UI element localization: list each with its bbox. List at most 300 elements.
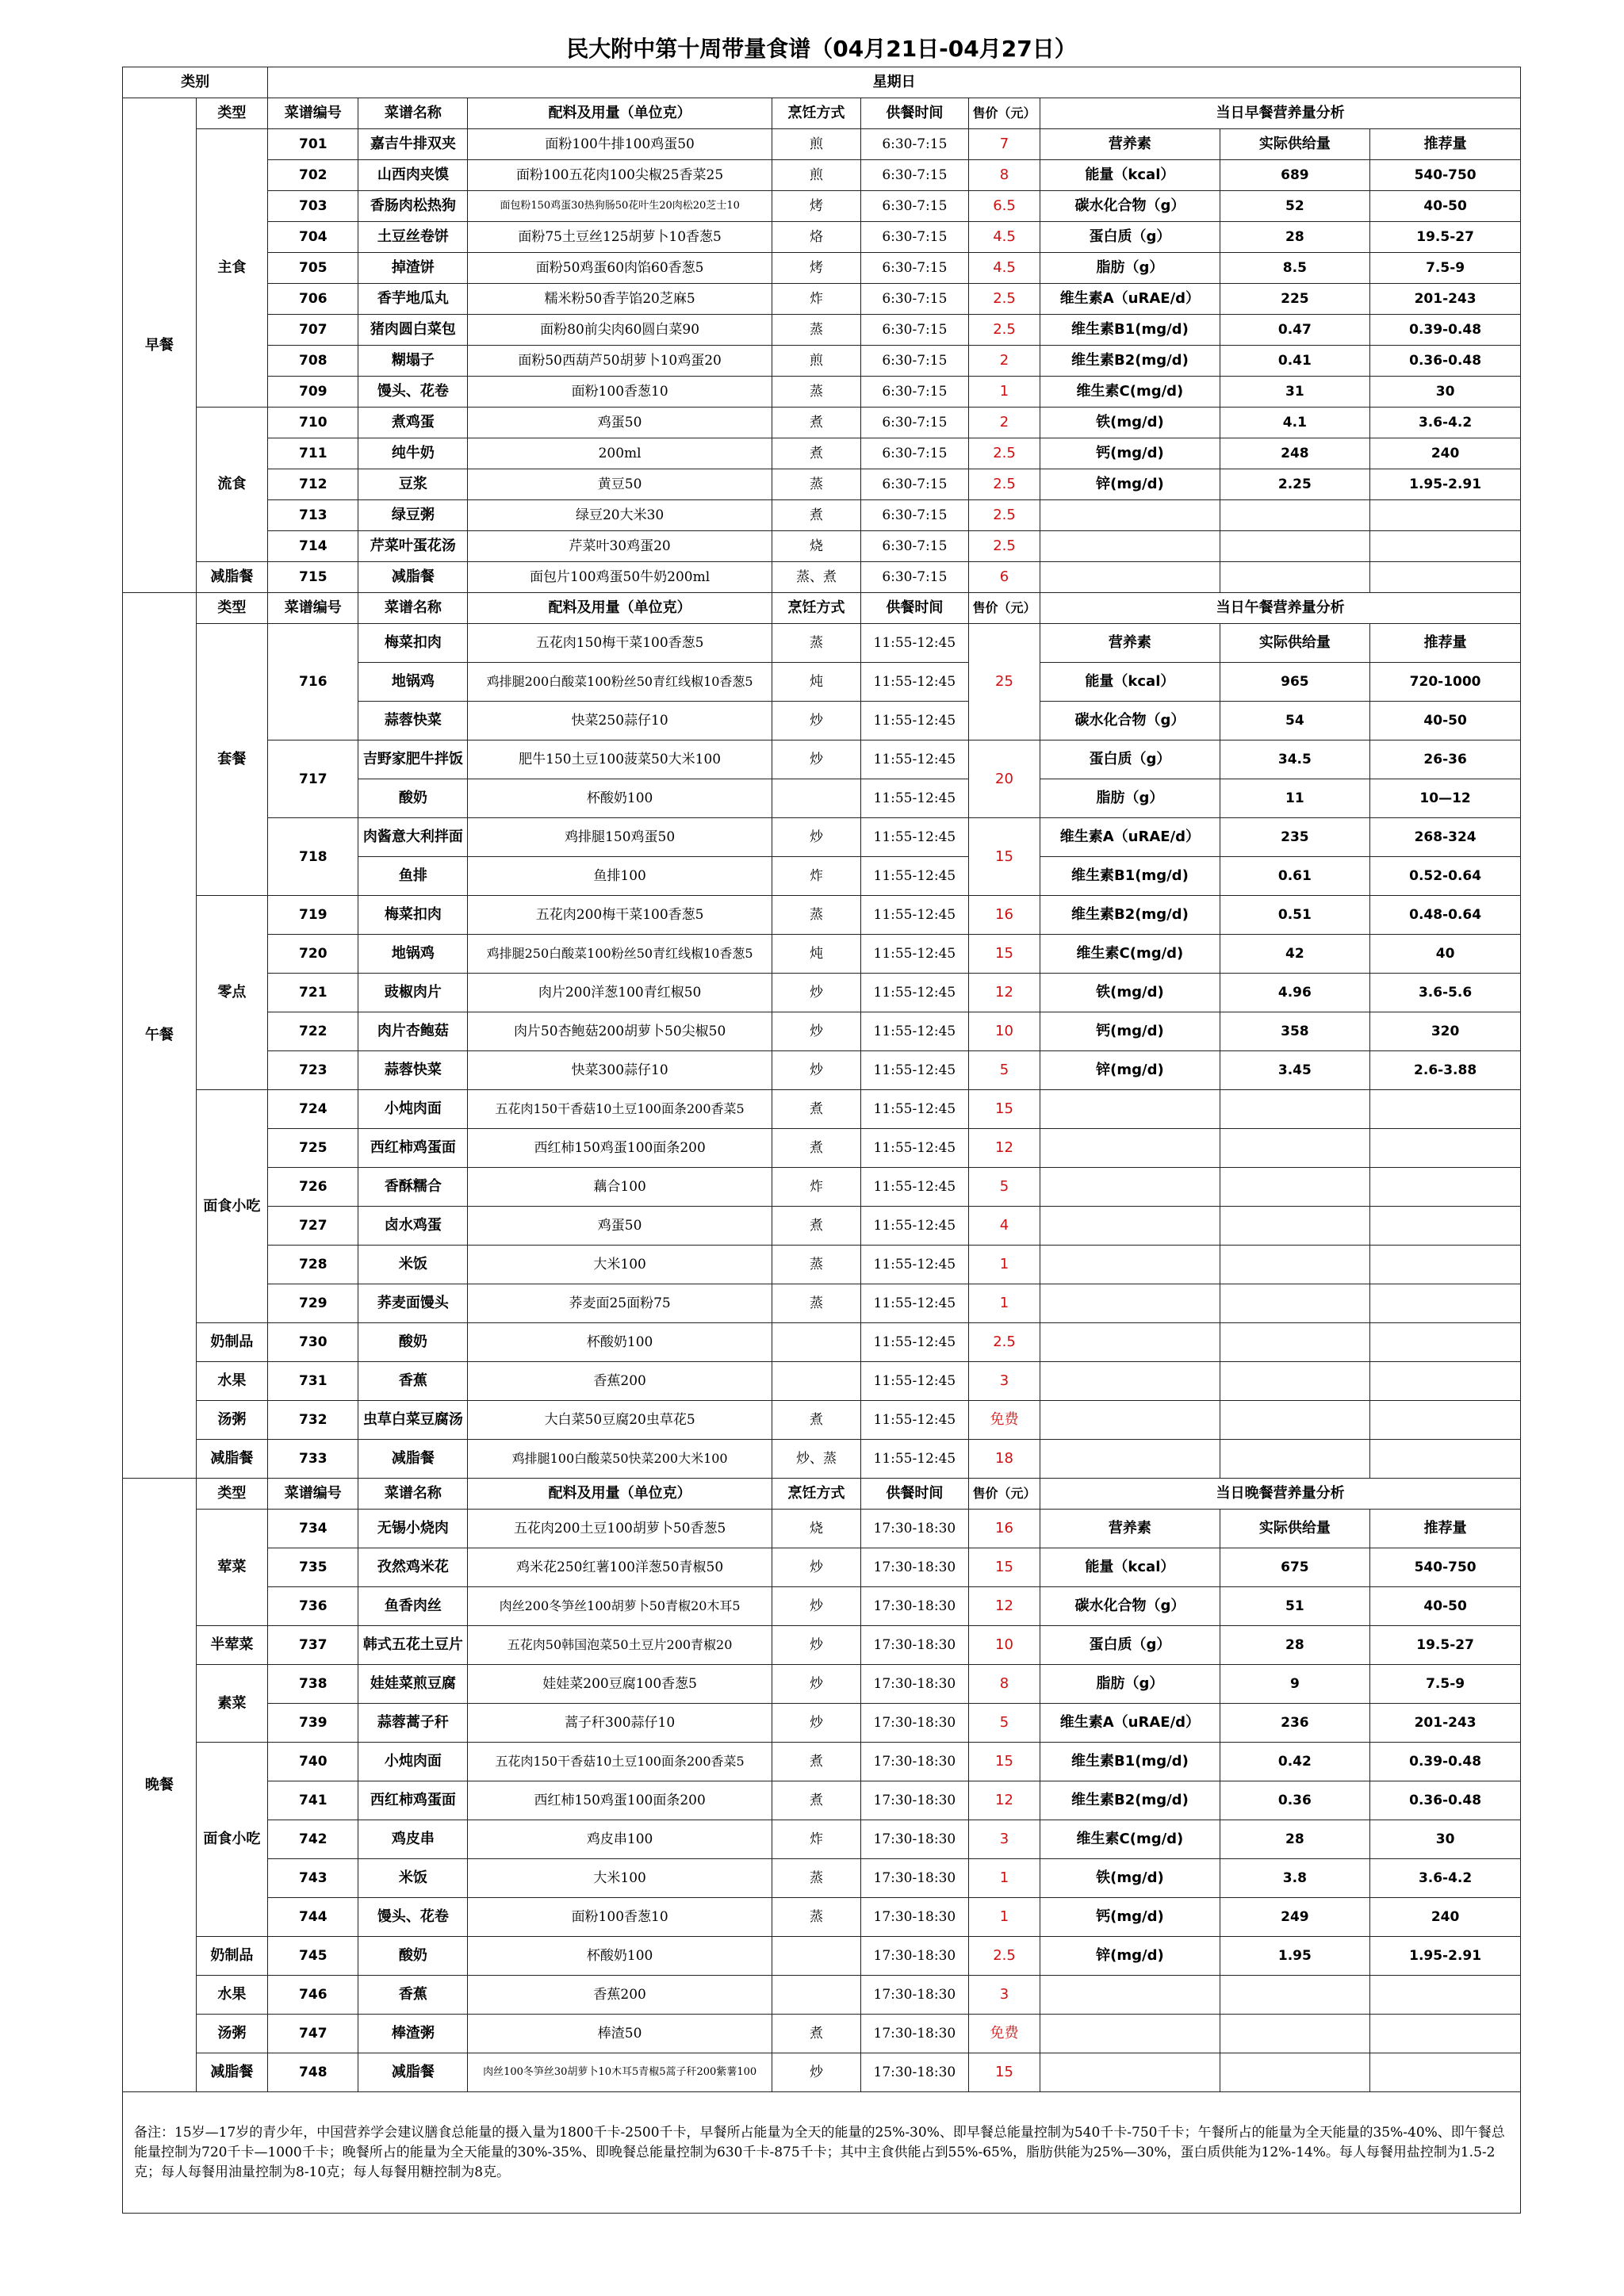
dish-time: 17:30-18:30 [860,1976,968,2015]
dish-time: 17:30-18:30 [860,2053,968,2092]
dish-price: 1 [968,1284,1040,1323]
dish-name: 鱼香肉丝 [358,1587,468,1626]
dish-name: 香芋地瓜丸 [358,284,468,315]
table-row [123,818,1521,857]
dish-ingredients: 娃娃菜200豆腐100香葱5 [468,1665,772,1704]
dish-time: 17:30-18:30 [860,1820,968,1859]
empty-cell [1220,531,1370,562]
dish-name: 酸奶 [358,779,468,818]
dish-ingredients: 五花肉200梅干菜100香葱5 [468,896,772,935]
dish-ingredients: 鸡排腿150鸡蛋50 [468,818,772,857]
table-row [123,1090,1521,1129]
nutrient-name: 能量（kcal） [1040,663,1220,702]
table-row [123,346,1521,377]
nutrient-recommended: 26-36 [1370,740,1521,779]
dish-name: 香蕉 [358,1362,468,1401]
dish-name: 棒渣粥 [358,2015,468,2053]
table-row [123,1548,1521,1587]
dish-method: 蒸 [772,1284,860,1323]
dish-name: 煮鸡蛋 [358,408,468,438]
dish-ingredients: 香蕉200 [468,1976,772,2015]
set-code: 717 [268,740,358,818]
dish-price: 免费 [968,1401,1040,1440]
page-title: 民大附中第十周带量食谱（04月21日-04月27日） [566,36,1077,62]
col-method: 烹饪方式 [772,593,860,624]
dish-name: 绿豆粥 [358,500,468,531]
nutrient-recommended: 推荐量 [1370,624,1521,663]
dish-time: 6:30-7:15 [860,438,968,469]
col-time: 供餐时间 [860,593,968,624]
dish-name: 减脂餐 [358,2053,468,2092]
dish-ingredients: 绿豆20大米30 [468,500,772,531]
nutrient-recommended: 0.39-0.48 [1370,315,1521,346]
dish-price: 15 [968,2053,1040,2092]
dish-ingredients: 五花肉150梅干菜100香葱5 [468,624,772,663]
table-row [123,98,1521,129]
dish-type: 零点 [196,896,268,1090]
dish-ingredients: 鸡皮串100 [468,1820,772,1859]
dish-method: 炒 [772,1665,860,1704]
table-row [123,1012,1521,1051]
dish-time: 17:30-18:30 [860,1510,968,1548]
nutrient-recommended: 40-50 [1370,1587,1521,1626]
set-code: 716 [268,624,358,740]
dish-method: 蒸 [772,1246,860,1284]
dish-time: 6:30-7:15 [860,500,968,531]
menu-body [123,67,1521,2214]
table-row [123,1820,1521,1859]
dish-name: 蒜蓉快菜 [358,702,468,740]
empty-cell [1220,1323,1370,1362]
dish-name: 卤水鸡蛋 [358,1207,468,1246]
dish-code: 731 [268,1362,358,1401]
nutrient-name: 维生素C(mg/d) [1040,1820,1220,1859]
dish-method: 煎 [772,346,860,377]
nutrient-name: 碳水化合物（g） [1040,191,1220,222]
dish-name: 梅菜扣肉 [358,896,468,935]
dish-code: 703 [268,191,358,222]
dish-type: 面食小吃 [196,1743,268,1937]
dish-time: 17:30-18:30 [860,1665,968,1704]
dish-ingredients: 黄豆50 [468,469,772,500]
set-price: 25 [968,624,1040,740]
dish-type: 半荤菜 [196,1626,268,1665]
nutrient-recommended: 201-243 [1370,284,1521,315]
dish-time: 11:55-12:45 [860,779,968,818]
dish-ingredients: 面粉50鸡蛋60肉馅60香葱5 [468,253,772,284]
dish-time: 11:55-12:45 [860,1401,968,1440]
dish-price: 3 [968,1362,1040,1401]
dish-price: 6 [968,562,1040,593]
dish-method: 蒸 [772,624,860,663]
dish-time: 6:30-7:15 [860,562,968,593]
dish-name: 香肠肉松热狗 [358,191,468,222]
nutrient-actual: 225 [1220,284,1370,315]
dish-price: 4.5 [968,253,1040,284]
dish-ingredients: 肉片200洋葱100青红椒50 [468,974,772,1012]
nutrient-name: 锌(mg/d) [1040,1937,1220,1976]
dish-price: 2.5 [968,469,1040,500]
dish-method: 炒、蒸 [772,1440,860,1479]
dish-type: 奶制品 [196,1937,268,1976]
nutrient-recommended: 0.52-0.64 [1370,857,1521,896]
nutrient-actual: 1.95 [1220,1937,1370,1976]
nutrient-actual: 236 [1220,1704,1370,1743]
empty-cell [1370,531,1521,562]
empty-cell [1220,1401,1370,1440]
dish-name: 西红柿鸡蛋面 [358,1129,468,1168]
empty-cell [1040,1246,1220,1284]
dish-name: 山西肉夹馍 [358,160,468,191]
empty-cell [1370,1246,1521,1284]
col-time: 供餐时间 [860,98,968,129]
nutrient-name: 维生素C(mg/d) [1040,935,1220,974]
empty-cell [1220,1284,1370,1323]
dish-price: 2.5 [968,531,1040,562]
dish-price: 10 [968,1626,1040,1665]
dish-code: 738 [268,1665,358,1704]
dish-code: 705 [268,253,358,284]
dish-price: 2.5 [968,284,1040,315]
dish-type: 奶制品 [196,1323,268,1362]
nutrient-actual: 9 [1220,1665,1370,1704]
dish-time: 11:55-12:45 [860,1284,968,1323]
nutrient-recommended: 推荐量 [1370,1510,1521,1548]
table-row [123,1051,1521,1090]
dish-name: 西红柿鸡蛋面 [358,1781,468,1820]
col-code: 菜谱编号 [268,98,358,129]
dish-time: 6:30-7:15 [860,469,968,500]
dish-type: 减脂餐 [196,562,268,593]
dish-name: 韩式五花土豆片 [358,1626,468,1665]
dish-name: 荞麦面馒头 [358,1284,468,1323]
dish-code: 722 [268,1012,358,1051]
dish-method: 烙 [772,222,860,253]
dish-method: 炒 [772,1012,860,1051]
dish-type: 面食小吃 [196,1090,268,1323]
dish-time: 6:30-7:15 [860,253,968,284]
nutrient-recommended: 40 [1370,935,1521,974]
dish-type: 水果 [196,1976,268,2015]
empty-cell [1220,1090,1370,1129]
nutrient-actual: 52 [1220,191,1370,222]
dish-method: 蒸 [772,469,860,500]
empty-cell [1370,500,1521,531]
dish-price: 15 [968,1548,1040,1587]
dish-price: 免费 [968,2015,1040,2053]
nutrient-name: 碳水化合物（g） [1040,1587,1220,1626]
nutrient-recommended: 40-50 [1370,702,1521,740]
table-row [123,935,1521,974]
dish-method: 煮 [772,1401,860,1440]
nutrient-name: 能量（kcal） [1040,1548,1220,1587]
dish-name: 香酥糯合 [358,1168,468,1207]
dish-ingredients: 鸡蛋50 [468,408,772,438]
nutrient-recommended: 201-243 [1370,1704,1521,1743]
dish-name: 肉酱意大利拌面 [358,818,468,857]
dish-method: 烧 [772,1510,860,1548]
dish-time: 6:30-7:15 [860,129,968,160]
dish-method: 炒 [772,974,860,1012]
dish-ingredients: 芹菜叶30鸡蛋20 [468,531,772,562]
nutrient-recommended: 推荐量 [1370,129,1521,160]
dish-price: 5 [968,1704,1040,1743]
nutrient-actual: 8.5 [1220,253,1370,284]
empty-cell [1040,1090,1220,1129]
dish-ingredients: 五花肉150干香菇10土豆100面条200香菜5 [468,1743,772,1781]
nutrient-recommended: 7.5-9 [1370,1665,1521,1704]
nutrient-actual: 689 [1220,160,1370,191]
dish-time: 17:30-18:30 [860,1859,968,1898]
dish-name: 梅菜扣肉 [358,624,468,663]
dish-ingredients: 鸡蛋50 [468,1207,772,1246]
col-name: 菜谱名称 [358,98,468,129]
dish-method [772,1323,860,1362]
dish-method: 炸 [772,1820,860,1859]
dish-ingredients: 杯酸奶100 [468,779,772,818]
dish-code: 701 [268,129,358,160]
nutrient-actual: 54 [1220,702,1370,740]
table-row [123,500,1521,531]
dish-method: 煮 [772,2015,860,2053]
dish-ingredients: 鸡米花250红薯100洋葱50青椒50 [468,1548,772,1587]
dish-ingredients: 荞麦面25面粉75 [468,1284,772,1323]
dish-method: 煮 [772,1090,860,1129]
nutrient-actual: 235 [1220,818,1370,857]
dish-ingredients: 肥牛150土豆100菠菜50大米100 [468,740,772,779]
dish-method: 蒸 [772,1898,860,1937]
table-row [123,284,1521,315]
table-row [123,1401,1521,1440]
dish-time: 6:30-7:15 [860,377,968,408]
dish-price: 8 [968,1665,1040,1704]
nutrient-actual: 3.45 [1220,1051,1370,1090]
dish-name: 嘉吉牛排双夹 [358,129,468,160]
nutrient-actual: 0.42 [1220,1743,1370,1781]
dish-code: 730 [268,1323,358,1362]
dish-code: 727 [268,1207,358,1246]
dish-code: 721 [268,974,358,1012]
table-row [123,191,1521,222]
dish-ingredients: 大白菜50豆腐20虫草花5 [468,1401,772,1440]
table-row [123,1440,1521,1479]
dish-code: 706 [268,284,358,315]
dish-name: 娃娃菜煎豆腐 [358,1665,468,1704]
dish-code: 707 [268,315,358,346]
dish-name: 纯牛奶 [358,438,468,469]
dish-name: 掉渣饼 [358,253,468,284]
dish-ingredients: 鸡排腿100白酸菜50快菜200大米100 [468,1440,772,1479]
table-row [123,1479,1521,1510]
dish-type: 水果 [196,1362,268,1401]
dish-name: 糊塌子 [358,346,468,377]
empty-cell [1040,1323,1220,1362]
nutrient-actual: 28 [1220,222,1370,253]
nutrient-recommended: 2.6-3.88 [1370,1051,1521,1090]
empty-cell [1220,1440,1370,1479]
empty-cell [1370,1362,1521,1401]
nutrient-actual: 249 [1220,1898,1370,1937]
nutrient-name: 脂肪（g） [1040,253,1220,284]
dish-type: 汤粥 [196,2015,268,2053]
dish-price: 12 [968,1129,1040,1168]
nutrient-actual: 实际供给量 [1220,129,1370,160]
dish-price: 5 [968,1051,1040,1090]
empty-cell [1370,1284,1521,1323]
dish-ingredients: 肉丝100冬笋丝30胡萝卜10木耳5青椒5蒿子秆200紫薯100 [468,2053,772,2092]
empty-cell [1040,1362,1220,1401]
empty-cell [1040,1168,1220,1207]
empty-cell [1220,2015,1370,2053]
dish-price: 1 [968,1898,1040,1937]
dish-name: 鱼排 [358,857,468,896]
empty-cell [1040,1284,1220,1323]
nutrient-actual: 31 [1220,377,1370,408]
table-row [123,377,1521,408]
dish-method: 蒸 [772,1859,860,1898]
nutrient-actual: 34.5 [1220,740,1370,779]
nutrient-actual: 2.25 [1220,469,1370,500]
dish-type: 套餐 [196,624,268,896]
dish-type: 流食 [196,408,268,562]
empty-cell [1370,1129,1521,1168]
dish-time: 11:55-12:45 [860,702,968,740]
nutrient-actual: 42 [1220,935,1370,974]
dish-code: 745 [268,1937,358,1976]
dish-time: 6:30-7:15 [860,284,968,315]
dish-price: 3 [968,1820,1040,1859]
nutrient-name: 蛋白质（g） [1040,1626,1220,1665]
dish-price: 18 [968,1440,1040,1479]
nutrition-analysis-title: 当日早餐营养量分析 [1040,98,1521,129]
dish-time: 11:55-12:45 [860,624,968,663]
table-row [123,1207,1521,1246]
dish-time: 17:30-18:30 [860,1587,968,1626]
empty-cell [1040,562,1220,593]
dish-ingredients: 棒渣50 [468,2015,772,2053]
empty-cell [1220,562,1370,593]
dish-code: 715 [268,562,358,593]
table-row [123,593,1521,624]
dish-code: 747 [268,2015,358,2053]
dish-name: 地锅鸡 [358,663,468,702]
nutrient-actual: 0.61 [1220,857,1370,896]
empty-cell [1040,531,1220,562]
dish-name: 猪肉圆白菜包 [358,315,468,346]
table-row [123,624,1521,663]
dish-time: 11:55-12:45 [860,1207,968,1246]
dish-ingredients: 面粉100五花肉100尖椒25香菜25 [468,160,772,191]
dish-code: 746 [268,1976,358,2015]
dish-method: 蒸 [772,896,860,935]
nutrient-actual: 675 [1220,1548,1370,1587]
dish-name: 小炖肉面 [358,1090,468,1129]
nutrient-recommended: 0.39-0.48 [1370,1743,1521,1781]
dish-time: 11:55-12:45 [860,1012,968,1051]
dish-time: 6:30-7:15 [860,191,968,222]
dish-method: 煮 [772,1743,860,1781]
col-type: 类型 [196,593,268,624]
nutrient-recommended: 3.6-4.2 [1370,408,1521,438]
table-row [123,408,1521,438]
nutrient-actual: 4.96 [1220,974,1370,1012]
dish-time: 17:30-18:30 [860,2015,968,2053]
dish-type: 减脂餐 [196,1440,268,1479]
table-row [123,253,1521,284]
col-name: 菜谱名称 [358,593,468,624]
dish-time: 11:55-12:45 [860,740,968,779]
col-price: 售价（元） [968,98,1040,129]
nutrient-recommended: 19.5-27 [1370,1626,1521,1665]
dish-name: 馒头、花卷 [358,377,468,408]
empty-cell [1040,500,1220,531]
dish-name: 豆浆 [358,469,468,500]
nutrient-actual: 实际供给量 [1220,624,1370,663]
nutrient-name: 能量（kcal） [1040,160,1220,191]
dish-time: 11:55-12:45 [860,663,968,702]
dish-time: 17:30-18:30 [860,1937,968,1976]
nutrient-recommended: 3.6-5.6 [1370,974,1521,1012]
dish-time: 17:30-18:30 [860,1704,968,1743]
dish-time: 6:30-7:15 [860,222,968,253]
nutrient-name: 营养素 [1040,624,1220,663]
dish-time: 17:30-18:30 [860,1626,968,1665]
meal-breakfast: 早餐 [123,98,197,593]
table-row [123,1781,1521,1820]
dish-name: 减脂餐 [358,1440,468,1479]
nutrient-recommended: 3.6-4.2 [1370,1859,1521,1898]
dish-ingredients: 五花肉50韩国泡菜50土豆片200青椒20 [468,1626,772,1665]
dish-price: 2.5 [968,1323,1040,1362]
dish-code: 729 [268,1284,358,1323]
nutrient-name: 锌(mg/d) [1040,469,1220,500]
empty-cell [1370,1090,1521,1129]
nutrient-name: 维生素B2(mg/d) [1040,896,1220,935]
empty-cell [1040,1976,1220,2015]
nutrient-actual: 358 [1220,1012,1370,1051]
table-row [123,315,1521,346]
dish-time: 11:55-12:45 [860,1323,968,1362]
dish-code: 736 [268,1587,358,1626]
nutrient-recommended: 1.95-2.91 [1370,1937,1521,1976]
dish-ingredients: 蒿子秆300蒜仔10 [468,1704,772,1743]
menu-table [122,67,1521,2214]
dish-name: 虫草白菜豆腐汤 [358,1401,468,1440]
table-row [123,1168,1521,1207]
dish-ingredients: 西红柿150鸡蛋100面条200 [468,1781,772,1820]
dish-method [772,1937,860,1976]
empty-cell [1370,2015,1521,2053]
dish-price: 15 [968,1743,1040,1781]
dish-price: 4 [968,1207,1040,1246]
nutrient-name: 蛋白质（g） [1040,222,1220,253]
dish-code: 720 [268,935,358,974]
col-ingredients: 配料及用量（单位克） [468,593,772,624]
nutrient-recommended: 268-324 [1370,818,1521,857]
set-price: 15 [968,818,1040,896]
dish-method: 烤 [772,253,860,284]
table-row [123,2015,1521,2053]
dish-name: 无锡小烧肉 [358,1510,468,1548]
dish-code: 710 [268,408,358,438]
dish-method: 煮 [772,408,860,438]
dish-code: 744 [268,1898,358,1937]
dish-code: 726 [268,1168,358,1207]
empty-cell [1370,2053,1521,2092]
dish-time: 11:55-12:45 [860,1090,968,1129]
nutrient-recommended: 540-750 [1370,160,1521,191]
dish-name: 鸡皮串 [358,1820,468,1859]
